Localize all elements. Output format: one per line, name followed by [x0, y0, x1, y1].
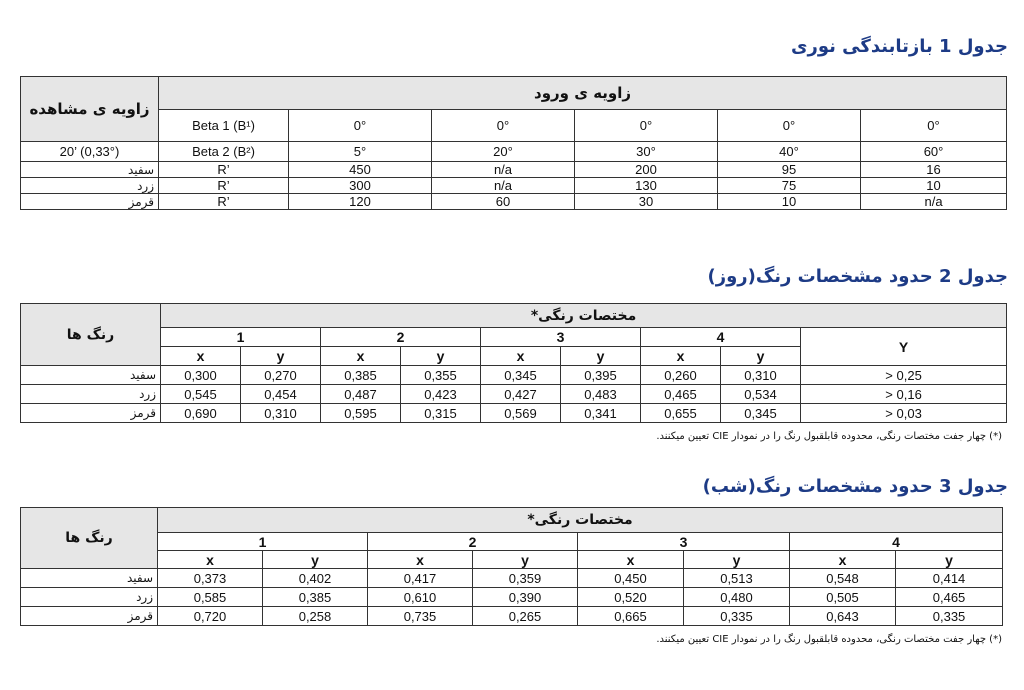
value-cell: n/a [861, 194, 1007, 210]
day-color-table [20, 303, 1007, 423]
luminance-cell: > 0,25 [801, 366, 1007, 385]
value-cell: 0,417 [368, 569, 473, 588]
x-header: x [578, 551, 684, 569]
value-cell: 0,385 [321, 366, 401, 385]
value-cell: 0,487 [321, 385, 401, 404]
table-row [21, 385, 1007, 404]
group-header: 4 [790, 533, 1003, 551]
y-header: y [896, 551, 1003, 569]
reflectivity-table [20, 76, 1007, 210]
entry-angle-header: زاویه ی ورود [159, 77, 1007, 110]
table2-title: جدول 2 حدود مشخصات رنگ(روز) [707, 266, 1008, 287]
beta2-label: Beta 2 (B²) [159, 142, 289, 162]
value-cell: 0,720 [158, 607, 263, 626]
x-header: x [158, 551, 263, 569]
x-header: x [161, 347, 241, 366]
y-header: y [263, 551, 368, 569]
value-cell: 0,735 [368, 607, 473, 626]
colors-header: رنگ ها [21, 304, 161, 366]
value-cell: 0,390 [473, 588, 578, 607]
value-cell: 0,690 [161, 404, 241, 423]
value-cell: 300 [289, 178, 432, 194]
x-header: x [368, 551, 473, 569]
value-cell: 0,335 [684, 607, 790, 626]
value-cell: 0,345 [721, 404, 801, 423]
value-cell: 10 [718, 194, 861, 210]
luminance-cell: > 0,03 [801, 404, 1007, 423]
y-header: y [401, 347, 481, 366]
value-cell: 0,454 [241, 385, 321, 404]
value-cell: 0,520 [578, 588, 684, 607]
value-cell: 0,270 [241, 366, 321, 385]
value-cell: 0,480 [684, 588, 790, 607]
color-name: سفید [21, 366, 161, 385]
value-cell: 120 [289, 194, 432, 210]
observation-angle-value: 20’ (0,33°) [21, 142, 159, 162]
y-header: y [561, 347, 641, 366]
value-cell: 0,548 [790, 569, 896, 588]
value-cell: 0,345 [481, 366, 561, 385]
value-cell: 0,505 [790, 588, 896, 607]
group-header: 2 [368, 533, 578, 551]
color-name: قرمز [21, 194, 159, 210]
x-header: x [790, 551, 896, 569]
value-cell: 0,258 [263, 607, 368, 626]
value-cell: 0,385 [263, 588, 368, 607]
table1-title: جدول 1 بازتابندگی نوری [790, 36, 1008, 57]
table-row [21, 178, 1007, 194]
value-cell: 0,465 [896, 588, 1003, 607]
value-cell: 0,315 [401, 404, 481, 423]
beta1-label: Beta 1 (B¹) [159, 110, 289, 142]
group-header: 4 [641, 328, 801, 347]
table-row [21, 366, 1007, 385]
color-name: سفید [21, 569, 158, 588]
table-row [21, 607, 1003, 626]
observation-angle-header: زاویه ی مشاهده [21, 77, 159, 142]
table-row [21, 162, 1007, 178]
beta2-value: 5° [289, 142, 432, 162]
luminance-cell: > 0,16 [801, 385, 1007, 404]
x-header: x [641, 347, 721, 366]
value-cell: n/a [432, 162, 575, 178]
value-cell: 0,569 [481, 404, 561, 423]
value-cell: 0,610 [368, 588, 473, 607]
color-coordinates-header: مختصات رنگی* [161, 304, 1007, 328]
beta1-value: 0° [575, 110, 718, 142]
value-cell: 10 [861, 178, 1007, 194]
value-cell: 0,595 [321, 404, 401, 423]
beta2-value: 60° [861, 142, 1007, 162]
table2-footnote: (*) چهار جفت مختصات رنگی، محدوده قابلقبول رنگ را در نمودار CIE تعیین میکنند. [656, 431, 1002, 442]
value-cell: 75 [718, 178, 861, 194]
table-row [21, 569, 1003, 588]
value-cell: 0,341 [561, 404, 641, 423]
value-cell: 0,359 [473, 569, 578, 588]
value-cell: 0,534 [721, 385, 801, 404]
color-name: قرمز [21, 404, 161, 423]
group-header: 1 [158, 533, 368, 551]
unit-cell: R’ [159, 162, 289, 178]
value-cell: 0,265 [473, 607, 578, 626]
color-name: زرد [21, 178, 159, 194]
color-name: سفید [21, 162, 159, 178]
y-header: y [241, 347, 321, 366]
beta2-value: 20° [432, 142, 575, 162]
group-header: 3 [481, 328, 641, 347]
y-header: y [684, 551, 790, 569]
unit-cell: R’ [159, 194, 289, 210]
value-cell: 60 [432, 194, 575, 210]
value-cell: 95 [718, 162, 861, 178]
value-cell: 130 [575, 178, 718, 194]
value-cell: 0,355 [401, 366, 481, 385]
value-cell: 0,427 [481, 385, 561, 404]
value-cell: 0,310 [721, 366, 801, 385]
table3-footnote: (*) چهار جفت مختصات رنگی، محدوده قابلقبول رنگ را در نمودار CIE تعیین میکنند. [656, 634, 1002, 645]
value-cell: 0,465 [641, 385, 721, 404]
value-cell: 450 [289, 162, 432, 178]
value-cell: 0,585 [158, 588, 263, 607]
beta2-value: 30° [575, 142, 718, 162]
value-cell: 0,402 [263, 569, 368, 588]
value-cell: 0,545 [161, 385, 241, 404]
value-cell: 0,665 [578, 607, 684, 626]
unit-cell: R’ [159, 178, 289, 194]
table-row [21, 588, 1003, 607]
value-cell: 0,483 [561, 385, 641, 404]
value-cell: 200 [575, 162, 718, 178]
night-color-table [20, 507, 1003, 626]
group-header: 3 [578, 533, 790, 551]
value-cell: 0,450 [578, 569, 684, 588]
value-cell: 0,643 [790, 607, 896, 626]
value-cell: 0,260 [641, 366, 721, 385]
luminance-header: Y [801, 328, 1007, 366]
value-cell: 0,373 [158, 569, 263, 588]
value-cell: 0,395 [561, 366, 641, 385]
table3-title: جدول 3 حدود مشخصات رنگ(شب) [702, 476, 1008, 497]
beta2-value: 40° [718, 142, 861, 162]
x-header: x [321, 347, 401, 366]
group-header: 2 [321, 328, 481, 347]
value-cell: 0,414 [896, 569, 1003, 588]
colors-header: رنگ ها [21, 508, 158, 569]
value-cell: n/a [432, 178, 575, 194]
beta1-value: 0° [432, 110, 575, 142]
value-cell: 0,335 [896, 607, 1003, 626]
color-name: قرمز [21, 607, 158, 626]
x-header: x [481, 347, 561, 366]
y-header: y [473, 551, 578, 569]
beta1-value: 0° [861, 110, 1007, 142]
color-name: زرد [21, 588, 158, 607]
value-cell: 0,655 [641, 404, 721, 423]
group-header: 1 [161, 328, 321, 347]
beta1-value: 0° [289, 110, 432, 142]
beta1-value: 0° [718, 110, 861, 142]
y-header: y [721, 347, 801, 366]
color-name: زرد [21, 385, 161, 404]
value-cell: 30 [575, 194, 718, 210]
color-coordinates-header: مختصات رنگی* [158, 508, 1003, 533]
value-cell: 0,300 [161, 366, 241, 385]
value-cell: 0,310 [241, 404, 321, 423]
table-row [21, 194, 1007, 210]
value-cell: 0,423 [401, 385, 481, 404]
table-row [21, 404, 1007, 423]
value-cell: 0,513 [684, 569, 790, 588]
value-cell: 16 [861, 162, 1007, 178]
